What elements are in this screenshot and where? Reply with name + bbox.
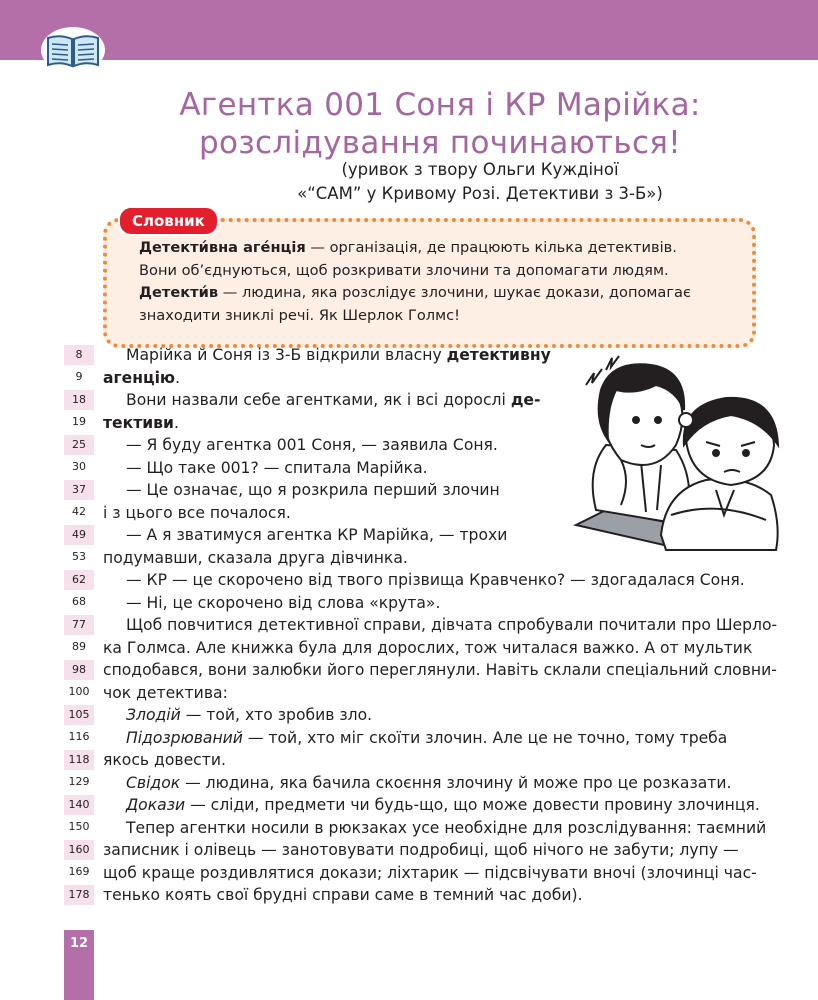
dictionary-definition: знаходити зниклі речі. Як Шерлок Голмс! bbox=[139, 307, 461, 324]
text-line: сподобався, вони залюбки його переглянули. Навіть склали спеціальний словни- bbox=[103, 661, 777, 679]
line-number: 68 bbox=[72, 595, 86, 608]
line-number: 42 bbox=[72, 505, 86, 518]
line-number: 89 bbox=[72, 640, 86, 653]
dictionary-definition: — організація, де працюють кілька детективів. bbox=[305, 239, 677, 256]
text-line: — КР — це скорочено від твого прізвища Кравченко? — здогадалася Соня. bbox=[126, 571, 745, 589]
line-number: 49 bbox=[64, 525, 94, 545]
text-line: якось довести. bbox=[103, 751, 226, 769]
text-line: тенько коять свої брудні справи саме в темний час доби). bbox=[103, 886, 583, 904]
text-line: записник і олівець — занотовувати подробиці, щоб нічого не забути; лупу — bbox=[103, 841, 739, 859]
line-number: 116 bbox=[68, 730, 90, 743]
line-number: 53 bbox=[72, 550, 86, 563]
line-number: 77 bbox=[64, 615, 94, 635]
line-number: 98 bbox=[64, 660, 94, 680]
page-title bbox=[100, 86, 780, 162]
text-line: — А я зватимуся агентка КР Марійка, — трохи bbox=[126, 526, 508, 544]
text-line: ка Голмса. Але книжка була для дорослих, тож читалася важко. А от мультик bbox=[103, 639, 753, 657]
text-line: подумавши, сказала друга дівчинка. bbox=[103, 549, 408, 567]
girls-illustration bbox=[566, 350, 806, 555]
page-number: 12 bbox=[69, 936, 89, 951]
text-line: — Я буду агентка 001 Соня, — заявила Соня. bbox=[126, 436, 498, 454]
text-line: чок детектива: bbox=[103, 684, 228, 702]
text-line: — Що таке 001? — спитала Марійка. bbox=[126, 459, 428, 477]
text-line: Підозрюваний — той, хто міг скоїти злочин. Але це не точно, тому треба bbox=[126, 729, 728, 747]
text-line: Свідок — людина, яка бачила скоєння злочину й може про це розказати. bbox=[126, 774, 732, 792]
text-line: Докази — сліди, предмети чи будь-що, що може довести провину злочинця. bbox=[126, 796, 760, 814]
dictionary-entry bbox=[139, 281, 739, 327]
text-line: щоб краще роздивлятися докази; ліхтарик — підсвічувати вночі (злочинці час- bbox=[103, 864, 757, 882]
subtitle-line-2: «“САМ” у Кривому Розі. Детективи з 3-Б») bbox=[297, 184, 663, 203]
dictionary-entry bbox=[139, 236, 739, 282]
dictionary-definition: — людина, яка розслідує злочини, шукає докази, допомагає bbox=[218, 284, 691, 301]
dictionary-label: Словник bbox=[118, 206, 219, 236]
dictionary-term: Детекти́вна аге́нція bbox=[139, 239, 306, 256]
text-line: тективи. bbox=[103, 414, 179, 432]
text-line: і з цього все почалося. bbox=[103, 504, 291, 522]
line-number: 178 bbox=[64, 885, 94, 905]
text-line: Злодій — той, хто зробив зло. bbox=[126, 706, 373, 724]
line-number: 30 bbox=[72, 460, 86, 473]
text-line: — Ні, це скорочено від слова «крута». bbox=[126, 594, 441, 612]
title-line-1: Агентка 001 Соня і КР Марійка: bbox=[179, 87, 701, 123]
line-number: 9 bbox=[75, 370, 83, 383]
line-number: 105 bbox=[64, 705, 94, 725]
line-number: 18 bbox=[64, 390, 94, 410]
open-book-icon bbox=[40, 26, 106, 74]
line-number: 62 bbox=[64, 570, 94, 590]
subtitle-line-1: (уривок з твору Ольги Куждіної bbox=[341, 160, 619, 179]
line-number: 25 bbox=[64, 435, 94, 455]
header-bar bbox=[0, 0, 818, 60]
text-line: агенцію. bbox=[103, 369, 181, 387]
line-number: 129 bbox=[68, 775, 90, 788]
text-line: Тепер агентки носили в рюкзаках усе необхідне для розслідування: таємний bbox=[126, 819, 767, 837]
line-number: 160 bbox=[64, 840, 94, 860]
line-number: 150 bbox=[68, 820, 90, 833]
page-subtitle bbox=[220, 158, 740, 206]
text-line: Щоб повчитися детективної справи, дівчата спробували почитали про Шерло- bbox=[126, 616, 778, 634]
text-line: Марійка й Соня із 3-Б відкрили власну детективну bbox=[126, 346, 551, 364]
dictionary-term: Детекти́в bbox=[139, 284, 219, 301]
line-number: 37 bbox=[64, 480, 94, 500]
title-line-2: розслідування починаються! bbox=[199, 125, 681, 161]
line-number: 140 bbox=[64, 795, 94, 815]
text-line: — Це означає, що я розкрила перший злочин bbox=[126, 481, 500, 499]
line-number: 100 bbox=[68, 685, 90, 698]
line-number: 8 bbox=[64, 345, 94, 365]
line-number: 118 bbox=[64, 750, 94, 770]
text-line: Вони назвали себе агентками, як і всі дорослі де- bbox=[126, 391, 541, 409]
line-number: 169 bbox=[68, 865, 90, 878]
dictionary-definition: Вони об’єднуються, щоб розкривати злочини та допомагати людям. bbox=[139, 262, 669, 279]
line-number: 19 bbox=[72, 415, 86, 428]
